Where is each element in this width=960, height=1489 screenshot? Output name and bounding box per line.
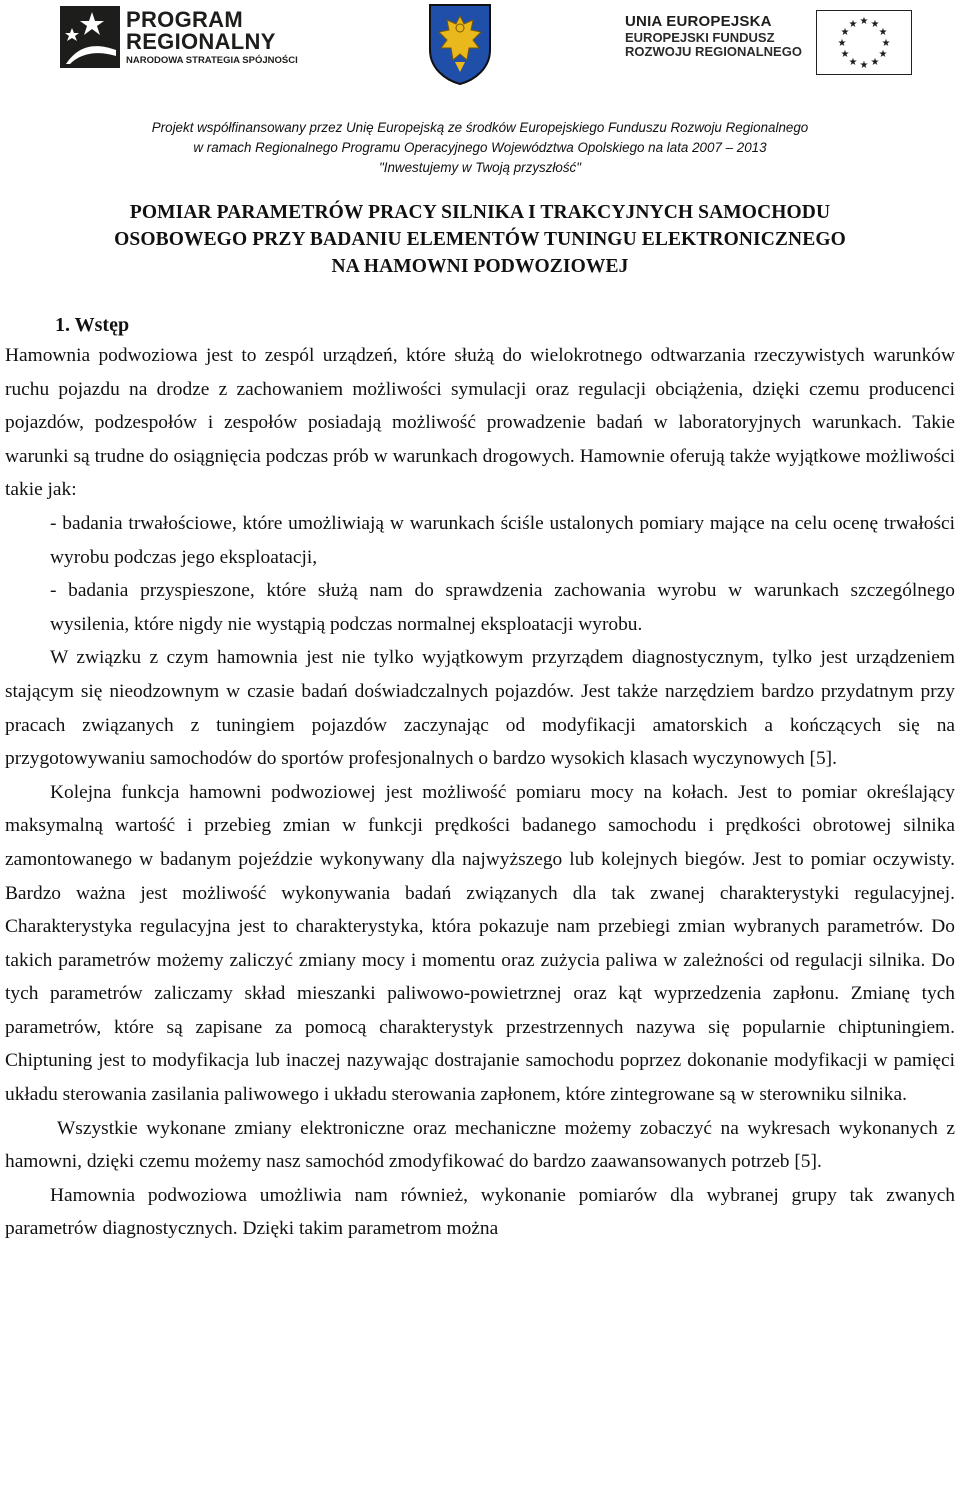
svg-text:★: ★ — [878, 27, 888, 38]
project-line-2: w ramach Regionalnego Programu Operacyjnego Województwa Opolskiego na lata 2007 – 2013 — [193, 140, 767, 155]
eu-regional-label: ROZWOJU REGIONALNEGO — [625, 44, 802, 60]
svg-text:★: ★ — [878, 49, 888, 60]
project-line-1: Projekt współfinansowany przez Unię Europejską ze środków Europejskiego Funduszu Rozwoju Regionalnego — [151, 120, 809, 135]
paragraph-diagnostic-role: W związku z czym hamownia jest nie tylko wyjątkowym przyrządem diagnostycznym, tylko jest urządzeniem stającym się nieodzownym w czasie badań doświadczalnych pojazdów. Jest także narzędziem bardzo przydatnym przy pracach związanych z tuningiem pojazdów zaczynając od modyfikacji amatorskich a kończących się na przygotowywaniu samochodów do sportów profesjonalnych o bardzo wysokich klasach wyczynowych [5]. — [5, 647, 955, 770]
strategy-label: NARODOWA STRATEGIA SPÓJNOŚCI — [126, 54, 298, 66]
project-slogan: "Inwestujemy w Twoją przyszłość" — [379, 160, 581, 175]
document-body — [5, 339, 955, 1246]
title-line-3: NA HAMOWNI PODWOZIOWEJ — [331, 256, 629, 277]
header-logos — [5, 0, 955, 100]
svg-text:★: ★ — [859, 16, 869, 27]
paragraph-modifications: Wszystkie wykonane zmiany elektroniczne oraz mechaniczne możemy zobaczyć na wykresach wykonanych z hamowni, dzięki czemu możemy nasz samochód zmodyfikować do bardzo zaawansowanych potrzeb [5]. — [5, 1117, 955, 1173]
svg-text:★: ★ — [870, 19, 880, 30]
svg-text:★: ★ — [881, 38, 891, 49]
title-line-2: OSOBOWEGO PRZY BADANIU ELEMENTÓW TUNINGU ELEKTRONICZNEGO — [114, 229, 846, 250]
eu-flag-icon — [816, 10, 912, 75]
paragraph-power-measurement: Kolejna funkcja hamowni podwoziowej jest możliwość pomiaru mocy na kołach. Jest to pomiar określający maksymalną wartość i przebieg zmian w funkcji prędkości badanego samochodu i prędkości obrotowej silnika zamontowanego w badanym pojeździe wykonywany dla najwyższego lub kolejnych biegów. Jest to pomiar oczywisty. Bardzo ważna jest możliwość wykonywania badań związanych dla tak zwanej charakterystyki regulacyjnej. Charakterystyka regulacyjna jest to charakterystyka, która pokazuje nam przebiegi zmian wybranych parametrów. Do takich parametrów możemy zaliczyć zmiany mocy i momentu oraz zużycia paliwa w zależności od regulacji silnika. Do tych parametrów zaliczamy skład mieszanki paliwowo-powietrznej oraz kąt wyprzedzenia zapłonu. Zmianę tych parametrów, które są zapisane za pomocą charakterystyk przestrzennych nazywa się popularnie chiptuningiem. Chiptuning jest to modyfikacja lub inaczej nazywając dostrajanie samochodu poprzez dokonanie modyfikacji w pamięci układu sterowania zasilania paliwowego i układu sterowania zapłonem, które zintegrowane są w sterowniku silnika. — [5, 781, 955, 1106]
svg-text:★: ★ — [859, 60, 869, 71]
program-label: PROGRAM — [126, 6, 243, 32]
section-heading: 1. Wstęp — [55, 314, 130, 336]
bullet-accelerated-tests: - badania przyspieszone, które służą nam do sprawdzenia zachowania wyrobu w warunkach szczególnego wysilenia, które nigdy nie wystąpią podczas normalnej eksploatacji wyrobu. — [50, 580, 955, 635]
stars-emblem-icon — [60, 6, 120, 68]
paragraph-intro: Hamownia podwoziowa jest to zespól urządzeń, które służą do wielokrotnego odtwarzania rzeczywistych warunków ruchu pojazdu na drodze z zachowaniem możliwości symulacji oraz regulacji obciążenia, dzięki czemu producenci pojazdów, podzespołów i zespołów posiadają możliwość prowadzenie badań w laboratoryjnych warunkach. Takie warunki są trudne do osiągnięcia podczas prób w warunkach drogowych. Hamownie oferują także wyjątkowe możliwości takie jak: — [5, 345, 955, 501]
opole-coat-of-arms-eagle-icon — [427, 2, 493, 86]
svg-text:★: ★ — [870, 57, 880, 68]
bullet-durability-tests: - badania trwałościowe, które umożliwiają w warunkach ściśle ustalonych pomiary mające na celu ocenę trwałości wyrobu podczas jego eksploatacji, — [50, 512, 955, 568]
svg-text:★: ★ — [837, 38, 847, 49]
title-line-1: POMIAR PARAMETRÓW PRACY SILNIKA I TRAKCYJNYCH SAMOCHODU — [129, 202, 831, 223]
svg-text:★: ★ — [848, 19, 858, 30]
svg-text:★: ★ — [848, 57, 858, 68]
document-title — [5, 199, 955, 280]
eu-label: UNIA EUROPEJSKA — [625, 13, 772, 30]
svg-text:★: ★ — [840, 27, 850, 38]
svg-text:★: ★ — [840, 49, 850, 60]
program-regionalny-logo — [60, 6, 298, 68]
paragraph-diagnostic-parameters: Hamownia podwoziowa umożliwia nam również, wykonanie pomiarów dla wybranej grupy tak zwanych parametrów diagnostycznych. Dzięki takim parametrom można — [5, 1184, 955, 1240]
eu-logo — [625, 14, 912, 75]
eu-fund-label: EUROPEJSKI FUNDUSZ — [625, 29, 775, 45]
project-funding-note — [5, 118, 955, 178]
regionalny-label: REGIONALNY — [126, 28, 276, 54]
